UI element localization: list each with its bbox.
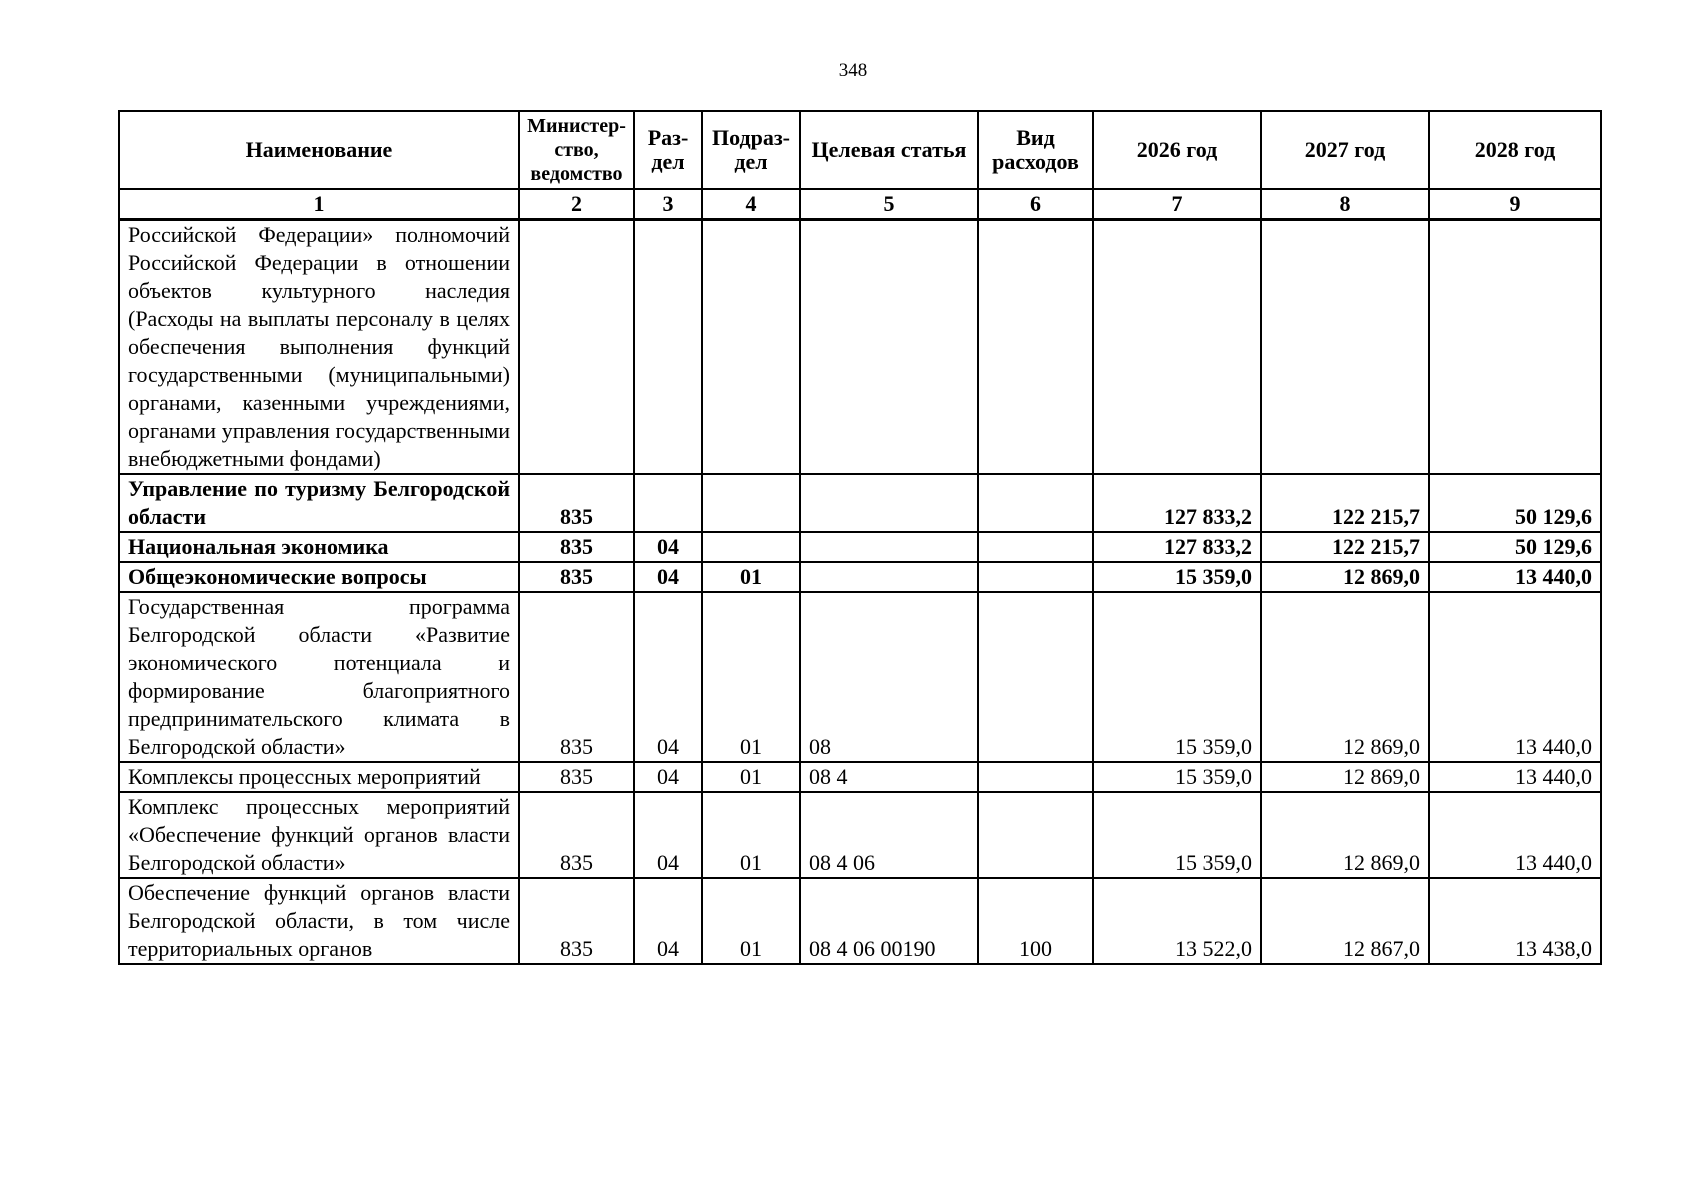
row-section: 04 xyxy=(634,878,702,964)
row-target: 08 4 06 xyxy=(800,792,978,878)
table-row xyxy=(119,792,1601,878)
row-subsection: 01 xyxy=(702,792,800,878)
row-name: Национальная экономика xyxy=(119,532,519,562)
row-target: 08 4 06 00190 xyxy=(800,878,978,964)
table-row xyxy=(119,532,1601,562)
row-2028: 13 440,0 xyxy=(1429,762,1601,792)
row-section xyxy=(634,474,702,532)
row-2026: 15 359,0 xyxy=(1093,792,1261,878)
header-name: Наименование xyxy=(119,111,519,189)
header-row xyxy=(119,111,1601,189)
row-name: Обеспечение функций органов власти Белгородской области, в том числе территориальных органов xyxy=(119,878,519,964)
row-ministry: 835 xyxy=(519,532,634,562)
row-2027: 122 215,7 xyxy=(1261,532,1429,562)
row-2026 xyxy=(1093,220,1261,475)
row-name: Комплекс процессных мероприятий «Обеспечение функций органов власти Белгородской области» xyxy=(119,792,519,878)
row-2027: 12 869,0 xyxy=(1261,592,1429,762)
row-target: 08 4 xyxy=(800,762,978,792)
row-target: 08 xyxy=(800,592,978,762)
row-target xyxy=(800,474,978,532)
row-2027: 12 869,0 xyxy=(1261,792,1429,878)
row-name: Управление по туризму Белгородской области xyxy=(119,474,519,532)
column-number: 2 xyxy=(519,189,634,220)
row-2028: 13 438,0 xyxy=(1429,878,1601,964)
row-expense-type xyxy=(978,220,1093,475)
row-target xyxy=(800,220,978,475)
row-2026: 127 833,2 xyxy=(1093,532,1261,562)
row-expense-type xyxy=(978,532,1093,562)
column-number: 3 xyxy=(634,189,702,220)
row-section: 04 xyxy=(634,562,702,592)
header-expense-type: Вид расходов xyxy=(978,111,1093,189)
column-number: 4 xyxy=(702,189,800,220)
row-subsection: 01 xyxy=(702,878,800,964)
table-row xyxy=(119,562,1601,592)
row-ministry: 835 xyxy=(519,878,634,964)
budget-table xyxy=(118,110,1602,965)
row-ministry: 835 xyxy=(519,792,634,878)
row-2026: 127 833,2 xyxy=(1093,474,1261,532)
row-subsection: 01 xyxy=(702,762,800,792)
row-target xyxy=(800,562,978,592)
table-row xyxy=(119,878,1601,964)
row-2028: 50 129,6 xyxy=(1429,532,1601,562)
row-2026: 15 359,0 xyxy=(1093,562,1261,592)
row-expense-type: 100 xyxy=(978,878,1093,964)
row-ministry: 835 xyxy=(519,762,634,792)
row-name: Российской Федерации» полномочий Российской Федерации в отношении объектов культурного наследия (Расходы на выплаты персоналу в целях обеспечения выполнения функций государственными (муниципальными) органами, казенными учреждениями, органами управления государственными внебюджетными фондами) xyxy=(119,220,519,475)
row-2028: 13 440,0 xyxy=(1429,562,1601,592)
row-2028 xyxy=(1429,220,1601,475)
row-section: 04 xyxy=(634,762,702,792)
row-target xyxy=(800,532,978,562)
row-2026: 13 522,0 xyxy=(1093,878,1261,964)
row-expense-type xyxy=(978,474,1093,532)
header-subsection: Подраз-дел xyxy=(702,111,800,189)
table-body xyxy=(119,220,1601,965)
column-number: 1 xyxy=(119,189,519,220)
column-number: 6 xyxy=(978,189,1093,220)
row-subsection: 01 xyxy=(702,562,800,592)
table-row xyxy=(119,592,1601,762)
row-ministry: 835 xyxy=(519,474,634,532)
row-expense-type xyxy=(978,792,1093,878)
header-target: Целевая статья xyxy=(800,111,978,189)
header-2026: 2026 год xyxy=(1093,111,1261,189)
row-name: Государственная программа Белгородской области «Развитие экономического потенциала и формирование благоприятного предпринимательского климата в Белгородской области» xyxy=(119,592,519,762)
row-2027: 12 869,0 xyxy=(1261,762,1429,792)
header-2028: 2028 год xyxy=(1429,111,1601,189)
page-number: 348 xyxy=(838,60,868,81)
column-number: 7 xyxy=(1093,189,1261,220)
table-row xyxy=(119,474,1601,532)
header-2027: 2027 год xyxy=(1261,111,1429,189)
table-row xyxy=(119,762,1601,792)
row-ministry xyxy=(519,220,634,475)
row-ministry: 835 xyxy=(519,592,634,762)
row-section: 04 xyxy=(634,792,702,878)
row-expense-type xyxy=(978,562,1093,592)
row-subsection xyxy=(702,474,800,532)
column-number: 9 xyxy=(1429,189,1601,220)
row-2027 xyxy=(1261,220,1429,475)
row-name: Общеэкономические вопросы xyxy=(119,562,519,592)
row-expense-type xyxy=(978,762,1093,792)
table-row xyxy=(119,220,1601,475)
column-number-row xyxy=(119,189,1601,220)
row-2028: 50 129,6 xyxy=(1429,474,1601,532)
row-name: Комплексы процессных мероприятий xyxy=(119,762,519,792)
row-2026: 15 359,0 xyxy=(1093,592,1261,762)
header-ministry: Министер-ство, ведомство xyxy=(519,111,634,189)
row-2027: 12 867,0 xyxy=(1261,878,1429,964)
row-2028: 13 440,0 xyxy=(1429,592,1601,762)
row-subsection: 01 xyxy=(702,592,800,762)
header-section: Раз-дел xyxy=(634,111,702,189)
row-section xyxy=(634,220,702,475)
row-section: 04 xyxy=(634,532,702,562)
row-2027: 12 869,0 xyxy=(1261,562,1429,592)
row-subsection xyxy=(702,532,800,562)
row-expense-type xyxy=(978,592,1093,762)
column-number: 8 xyxy=(1261,189,1429,220)
row-ministry: 835 xyxy=(519,562,634,592)
row-2026: 15 359,0 xyxy=(1093,762,1261,792)
row-2027: 122 215,7 xyxy=(1261,474,1429,532)
row-2028: 13 440,0 xyxy=(1429,792,1601,878)
row-section: 04 xyxy=(634,592,702,762)
column-number: 5 xyxy=(800,189,978,220)
row-subsection xyxy=(702,220,800,475)
